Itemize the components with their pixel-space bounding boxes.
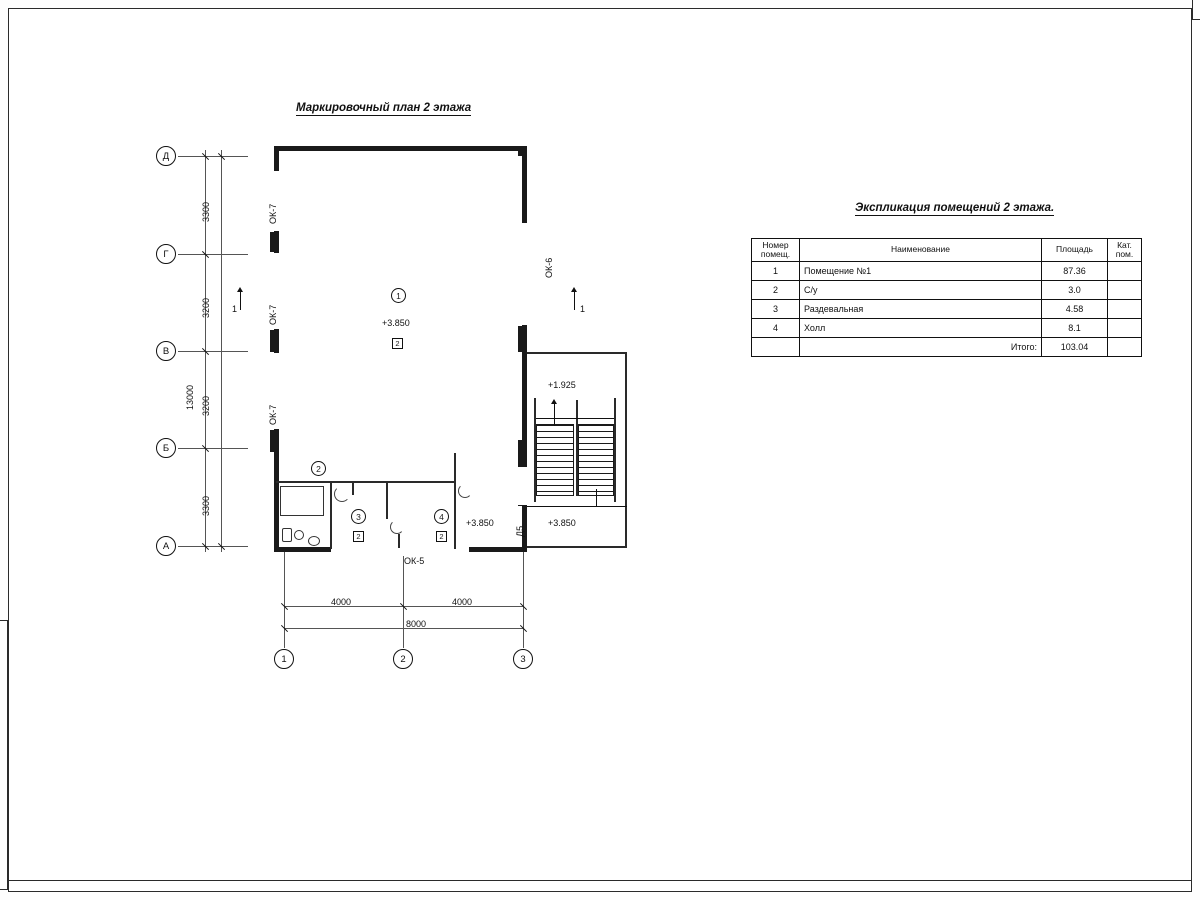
window-opening-right bbox=[522, 222, 527, 326]
stair-direction-arrow bbox=[551, 399, 557, 404]
dim-chain-h-outer bbox=[284, 628, 523, 629]
window-label-ok6: ОК-6 bbox=[544, 257, 554, 278]
dim-value-v-3200-lower: 3200 bbox=[201, 395, 211, 416]
level-landing: +1.925 bbox=[548, 380, 576, 390]
dim-value-h-4000-right: 4000 bbox=[452, 597, 473, 607]
section-mark-right: 1 bbox=[580, 304, 586, 314]
axis-leader-v bbox=[178, 351, 248, 352]
section-line-left bbox=[240, 292, 241, 310]
table-header-row bbox=[752, 239, 1142, 262]
dim-chain-v-outer bbox=[221, 150, 222, 552]
row-number: 1 bbox=[752, 261, 800, 280]
axis-line-1 bbox=[284, 552, 285, 648]
table-row bbox=[752, 318, 1142, 337]
pilaster-left-1 bbox=[270, 232, 279, 252]
row-kat bbox=[1108, 299, 1142, 318]
door-arc-wc bbox=[334, 486, 350, 502]
door-opening-d5 bbox=[518, 466, 527, 506]
finish-mark-room1: 2 bbox=[392, 338, 403, 349]
section-arrow-right bbox=[571, 287, 577, 292]
level-main-upper: +3.850 bbox=[382, 318, 410, 328]
table-row bbox=[752, 261, 1142, 280]
axis-line-3 bbox=[523, 552, 524, 648]
window-opening-bottom bbox=[330, 547, 470, 552]
section-mark-left: 1 bbox=[232, 304, 238, 314]
window-label-ok7-low: ОК-7 bbox=[268, 404, 278, 425]
sheet-bottom-rule bbox=[8, 880, 1192, 881]
dim-value-v-total: 13000 bbox=[185, 384, 195, 410]
axis-leader-g bbox=[178, 254, 248, 255]
row-name: Помещение №1 bbox=[800, 261, 1042, 280]
total-spacer bbox=[752, 337, 800, 356]
row-name: С/у bbox=[800, 280, 1042, 299]
pilaster-right-top bbox=[518, 146, 527, 156]
total-kat bbox=[1108, 337, 1142, 356]
total-label: Итого: bbox=[800, 337, 1042, 356]
table-row bbox=[752, 280, 1142, 299]
axis-bubble-1: 1 bbox=[274, 649, 294, 669]
table-header-number-line1: Номер bbox=[762, 240, 789, 250]
finish-mark-room4: 2 bbox=[436, 531, 447, 542]
wc-cubicle bbox=[280, 486, 324, 516]
wall-exterior-top bbox=[274, 146, 527, 151]
axis-line-2 bbox=[403, 556, 404, 648]
axis-bubble-2: 2 bbox=[393, 649, 413, 669]
table-header-kat bbox=[1108, 239, 1142, 262]
door-label-d5: Д5 bbox=[515, 525, 525, 537]
stair-landing-edge bbox=[536, 418, 614, 419]
axis-bubble-v: В bbox=[156, 341, 176, 361]
window-label-ok5: ОК-5 bbox=[404, 556, 425, 566]
row-area: 87.36 bbox=[1042, 261, 1108, 280]
stair-stringer-mid bbox=[576, 400, 578, 496]
pilaster-left-2 bbox=[270, 330, 279, 352]
stair-flight-right bbox=[578, 424, 614, 496]
door-arc-room3 bbox=[390, 520, 404, 534]
table-header-name: Наименование bbox=[800, 239, 1042, 262]
room-number-3: 3 bbox=[351, 509, 366, 524]
door-arc-hall bbox=[458, 484, 472, 498]
wall-annex-right bbox=[625, 352, 627, 548]
table-header-area: Площадь bbox=[1042, 239, 1108, 262]
sheet-right-margin-strip bbox=[1192, 0, 1200, 20]
partition-vertical-wc bbox=[330, 483, 332, 549]
table-title: Экспликация помещений 2 этажа. bbox=[855, 202, 1055, 214]
level-hall: +3.850 bbox=[466, 518, 494, 528]
row-name: Холл bbox=[800, 318, 1042, 337]
dim-value-v-3200-upper: 3200 bbox=[201, 297, 211, 318]
section-line-right bbox=[574, 292, 575, 310]
explication-table-wrap bbox=[751, 238, 1142, 357]
axis-bubble-a: А bbox=[156, 536, 176, 556]
row-kat bbox=[1108, 261, 1142, 280]
room-number-4: 4 bbox=[434, 509, 449, 524]
row-area: 4.58 bbox=[1042, 299, 1108, 318]
pilaster-left-3 bbox=[270, 430, 279, 452]
table-header-number-line2: помещ. bbox=[760, 248, 791, 259]
pilaster-right-2 bbox=[518, 440, 527, 466]
dim-value-v-3300-bottom: 3300 bbox=[201, 495, 211, 516]
total-area: 103.04 bbox=[1042, 337, 1108, 356]
partition-horizontal-main bbox=[276, 481, 456, 483]
stair-direction-line bbox=[554, 404, 555, 426]
room-number-1: 1 bbox=[391, 288, 406, 303]
stair-flight-left bbox=[536, 424, 574, 496]
row-number: 4 bbox=[752, 318, 800, 337]
row-number: 3 bbox=[752, 299, 800, 318]
partition-door-jamb-2 bbox=[352, 481, 354, 495]
row-kat bbox=[1108, 318, 1142, 337]
table-row bbox=[752, 299, 1142, 318]
finish-mark-room3: 2 bbox=[353, 531, 364, 542]
partition-vertical-short bbox=[386, 481, 388, 519]
row-area: 8.1 bbox=[1042, 318, 1108, 337]
axis-bubble-b: Б bbox=[156, 438, 176, 458]
wall-annex-bottom bbox=[527, 546, 627, 548]
dim-value-v-3300-top: 3300 bbox=[201, 201, 211, 222]
dim-value-h-total: 8000 bbox=[406, 619, 427, 629]
sheet-left-margin-strip bbox=[0, 620, 8, 890]
toilet-fixture bbox=[282, 528, 292, 542]
row-name: Раздевальная bbox=[800, 299, 1042, 318]
table-total-row bbox=[752, 337, 1142, 356]
row-area: 3.0 bbox=[1042, 280, 1108, 299]
axis-bubble-g: Г bbox=[156, 244, 176, 264]
plan-title: Маркировочный план 2 этажа bbox=[296, 102, 472, 114]
section-arrow-left bbox=[237, 287, 243, 292]
stair-lower-edge bbox=[527, 506, 627, 507]
window-label-ok7-top: ОК-7 bbox=[268, 203, 278, 224]
sink-fixture bbox=[294, 530, 304, 540]
axis-leader-b bbox=[178, 448, 248, 449]
explication-table bbox=[751, 238, 1142, 357]
window-label-ok7-mid: ОК-7 bbox=[268, 304, 278, 325]
stair-wall-right bbox=[614, 398, 616, 502]
row-kat bbox=[1108, 280, 1142, 299]
washbasin-fixture bbox=[308, 536, 320, 546]
row-number: 2 bbox=[752, 280, 800, 299]
axis-leader-d bbox=[178, 156, 248, 157]
axis-leader-a bbox=[178, 546, 248, 547]
table-header-number bbox=[752, 239, 800, 262]
axis-bubble-d: Д bbox=[156, 146, 176, 166]
table-header-kat-line1: Кат. bbox=[1117, 240, 1132, 250]
level-stair-lower: +3.850 bbox=[548, 518, 576, 528]
partition-door-jamb-1 bbox=[398, 534, 400, 548]
partition-vertical-hall bbox=[454, 453, 456, 549]
room-number-2: 2 bbox=[311, 461, 326, 476]
axis-bubble-3: 3 bbox=[513, 649, 533, 669]
wall-annex-top bbox=[527, 352, 627, 354]
stair-break-line bbox=[596, 489, 597, 507]
table-header-kat-line2: пом. bbox=[1115, 248, 1134, 259]
dim-value-h-4000-left: 4000 bbox=[331, 597, 352, 607]
pilaster-right-1 bbox=[518, 326, 527, 352]
